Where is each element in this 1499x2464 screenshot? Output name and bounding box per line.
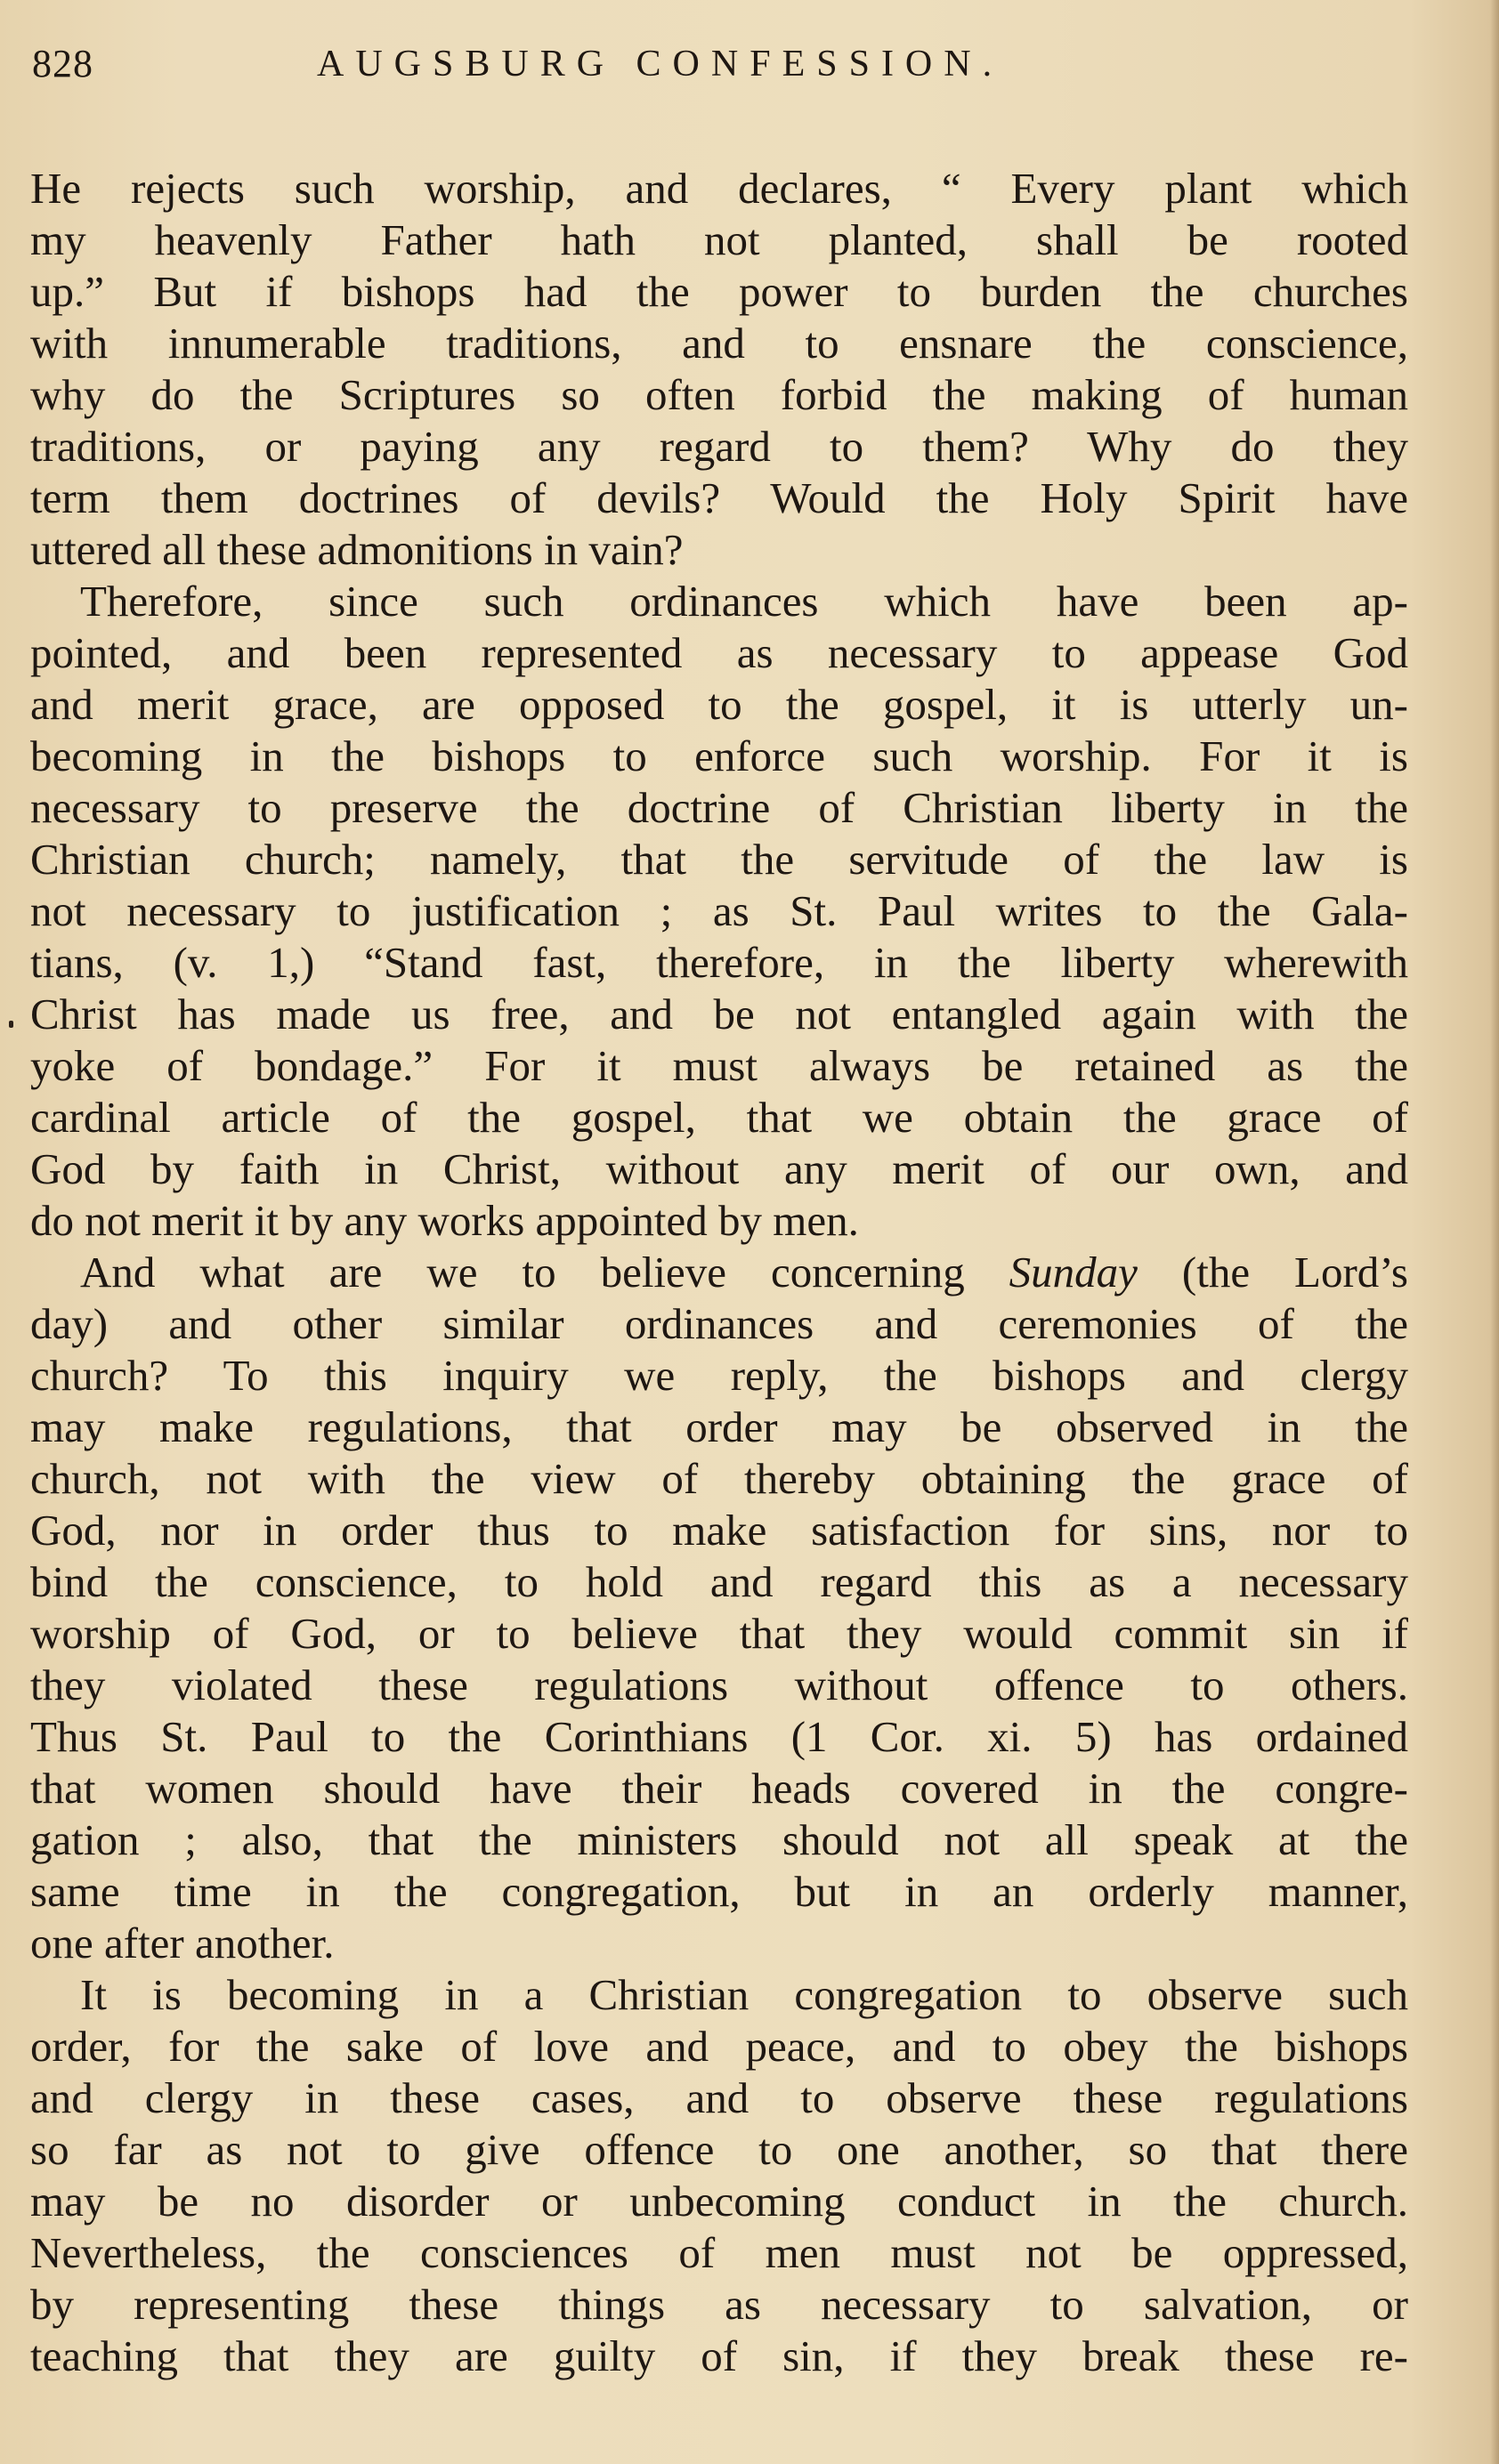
page-number: 828: [32, 42, 93, 85]
text-line: order, for the sake of love and peace, and to obey the bishops: [30, 2022, 1408, 2071]
text-line: He rejects such worship, and declares, “ Every plant which: [30, 164, 1408, 213]
text-line: Nevertheless, the consciences of men must not be oppressed,: [30, 2228, 1408, 2277]
text-line: becoming in the bishops to enforce such worship. For it is: [30, 731, 1408, 780]
italic-word: Sunday: [1009, 1248, 1138, 1297]
text-line: Christian church; namely, that the servitude of the law is: [30, 835, 1408, 884]
text-line: why do the Scriptures so often forbid the making of human: [30, 370, 1408, 419]
text-line: they violated these regulations without offence to others.: [30, 1660, 1408, 1709]
text-line: [30, 1247, 1408, 1298]
text-line: pointed, and been represented as necessary to appease God: [30, 628, 1408, 677]
text-line: church? To this inquiry we reply, the bishops and clergy: [30, 1351, 1408, 1400]
text-line: bind the conscience, to hold and regard this as a necessary: [30, 1557, 1408, 1606]
text-line: cardinal article of the gospel, that we obtain the grace of: [30, 1093, 1408, 1142]
text-segment: (the Lord’s: [1137, 1248, 1408, 1297]
text-line: Therefore, since such ordinances which have been ap-: [80, 577, 1408, 626]
text-line: same time in the congregation, but in an orderly manner,: [30, 1867, 1408, 1916]
text-line: church, not with the view of thereby obtaining the grace of: [30, 1454, 1408, 1503]
text-line: necessary to preserve the doctrine of Christian liberty in the: [30, 783, 1408, 832]
text-line: teaching that they are guilty of sin, if they break these re-: [30, 2331, 1408, 2380]
text-line: not necessary to justification ; as St. Paul writes to the Gala-: [30, 886, 1408, 935]
page-edge-shadow: [1490, 0, 1499, 2464]
text-line: that women should have their heads covered in the congre-: [30, 1764, 1408, 1813]
text-line: and merit grace, are opposed to the gospel, it is utterly un-: [30, 680, 1408, 729]
text-line: yoke of bondage.” For it must always be retained as the: [30, 1041, 1408, 1090]
text-line: It is becoming in a Christian congregation to observe such: [80, 1970, 1408, 2019]
text-line: God by faith in Christ, without any merit of our own, and: [30, 1144, 1408, 1193]
text-line: may be no disorder or unbecoming conduct in the church.: [30, 2177, 1408, 2226]
text-line: up.” But if bishops had the power to burden the churches: [30, 267, 1408, 316]
text-line: day) and other similar ordinances and ceremonies of the: [30, 1299, 1408, 1348]
text-line: gation ; also, that the ministers should not all speak at the: [30, 1815, 1408, 1864]
text-line: worship of God, or to believe that they would commit sin if: [30, 1609, 1408, 1658]
text-line: with innumerable traditions, and to ensnare the conscience,: [30, 319, 1408, 368]
text-line: term them doctrines of devils? Would the Holy Spirit have: [30, 473, 1408, 522]
body-text: [30, 163, 1408, 2382]
text-segment: And what are we to believe concerning: [80, 1248, 1009, 1297]
text-line: my heavenly Father hath not planted, shall be rooted: [30, 215, 1408, 264]
text-line: may make regulations, that order may be observed in the: [30, 1402, 1408, 1451]
text-line: God, nor in order thus to make satisfaction for sins, nor to: [30, 1506, 1408, 1555]
text-line: Christ has made us free, and be not entangled again with the: [30, 990, 1408, 1038]
margin-mark: [9, 1021, 13, 1028]
text-line: so far as not to give offence to one another, so that there: [30, 2125, 1408, 2174]
text-line: traditions, or paying any regard to them? Why do they: [30, 422, 1408, 471]
text-line: uttered all these admonitions in vain?: [30, 525, 684, 574]
text-line: tians, (v. 1,) “Stand fast, therefore, in the liberty wherewith: [30, 938, 1408, 987]
text-line: do not merit it by any works appointed by men.: [30, 1196, 859, 1245]
text-line: by representing these things as necessary to salvation, or: [30, 2280, 1408, 2329]
text-line: one after another.: [30, 1919, 335, 1967]
page-header: [32, 41, 1403, 103]
running-title: AUGSBURG CONFESSION.: [317, 44, 1004, 85]
text-line: Thus St. Paul to the Corinthians (1 Cor. xi. 5) has ordained: [30, 1712, 1408, 1761]
text-line: and clergy in these cases, and to observe these regulations: [30, 2073, 1408, 2122]
